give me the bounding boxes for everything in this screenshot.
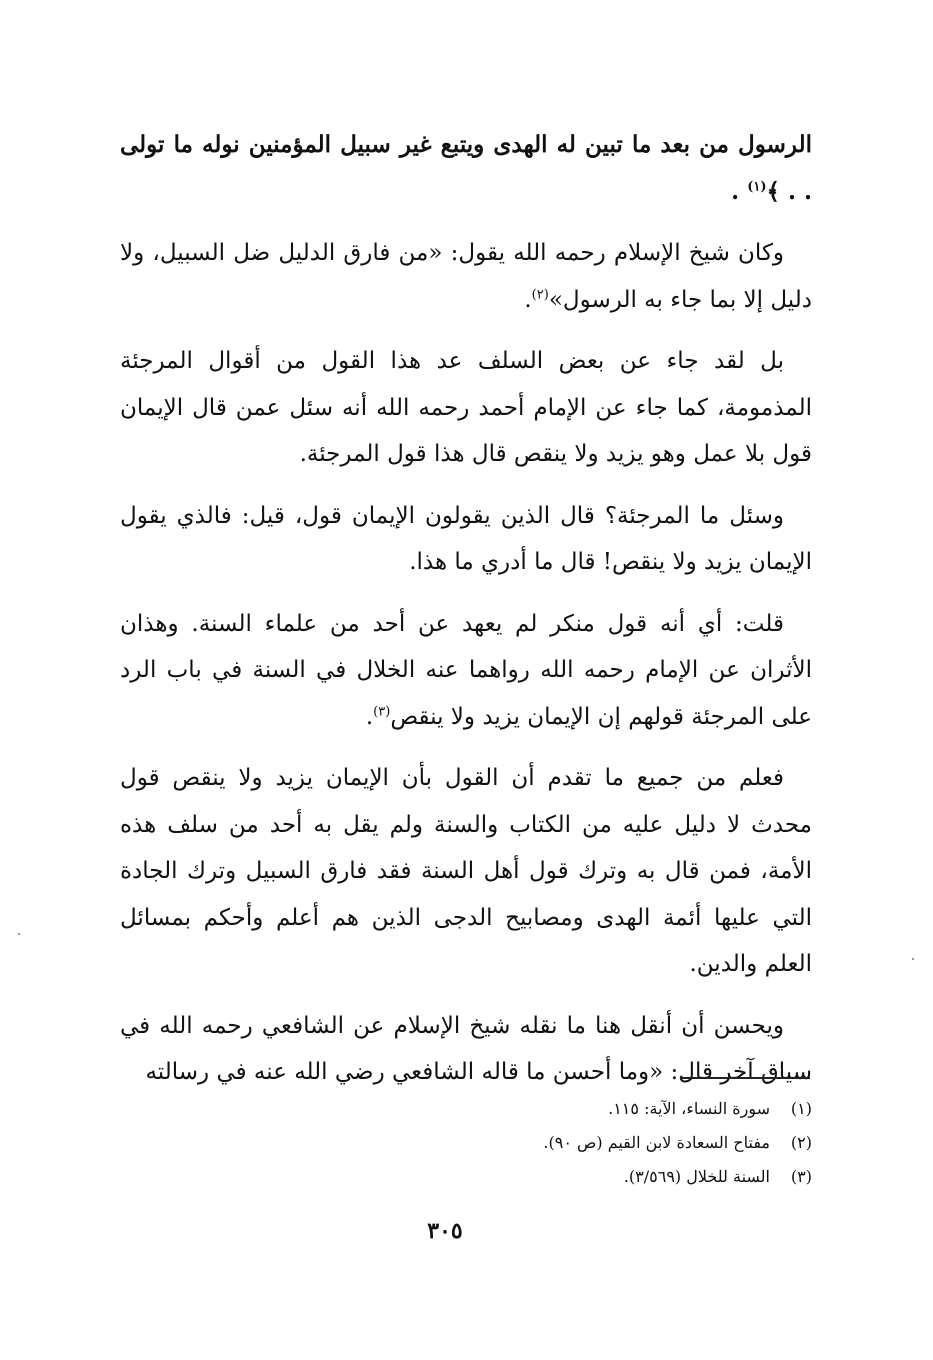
footnote-text: سورة النساء، الآية: ١١٥. [608, 1099, 770, 1118]
footnote-number: (٣) [790, 1167, 812, 1186]
footnote-3 [400, 1160, 812, 1194]
footnote-1 [400, 1092, 812, 1126]
footnote-2 [400, 1126, 812, 1160]
paragraph-1-text: الرسول من بعد ما تبين له الهدى ويتبع غير سبيل المؤمنين نوله ما تولى . . ﴾ [120, 131, 812, 205]
scan-speck [18, 933, 20, 935]
paragraph-5 [120, 601, 812, 741]
paragraph-4: وسئل ما المرجئة؟ قال الذين يقولون الإيمان قول، قيل: فالذي يقول الإيمان يزيد ولا ينقص! قال ما أدري ما هذا. [120, 502, 812, 575]
paragraph-2-text: وكان شيخ الإسلام رحمه الله يقول: «من فارق الدليل ضل السبيل، ولا دليل إلا بما جاء به الرسول» [120, 240, 812, 313]
paragraph-1-end: . [731, 177, 748, 205]
footnotes [400, 1092, 812, 1194]
footnote-number: (١) [790, 1099, 812, 1118]
footnote-divider [680, 1077, 810, 1079]
page-number: ٣٠٥ [427, 1218, 463, 1244]
footnote-number: (٢) [790, 1133, 812, 1152]
footnote-ref-1: (١) [747, 178, 767, 194]
paragraph-7: ويحسن أن أنقل هنا ما نقله شيخ الإسلام عن الشافعي رحمه الله في سياق آخر قال: «وما أحسن ما قاله الشافعي رضي الله عنه في رسالته [120, 1012, 812, 1085]
paragraph-1 [120, 122, 812, 215]
paragraph-5-end: . [365, 703, 374, 730]
footnote-ref-3: (٣) [373, 703, 391, 719]
paragraph-2 [120, 230, 812, 323]
main-text [120, 122, 812, 1111]
footnote-text: مفتاح السعادة لابن القيم (ص ٩٠). [543, 1133, 770, 1152]
footnote-text: السنة للخلال (٣/٥٦٩). [623, 1167, 770, 1186]
paragraph-3: بل لقد جاء عن بعض السلف عد هذا القول من أقوال المرجئة المذمومة، كما جاء عن الإمام أحمد رحمه الله أنه سئل عمن قال الإيمان قول بلا عمل وهو يزيد ولا ينقص قال هذا قول المرجئة. [120, 348, 812, 467]
paragraph-6: فعلم من جميع ما تقدم أن القول بأن الإيمان يزيد ولا ينقص قول محدث لا دليل عليه من الكتاب والسنة ولم يقل به أحد من سلف هذه الأمة، فمن قال به وترك قول أهل السنة فقد فارق السبيل وترك الجادة التي عليها أئمة الهدى ومصابيح الدجى الذين هم أعلم وأحكم بمسائل العلم والدين. [120, 765, 812, 977]
paragraph-2-end: . [524, 286, 532, 313]
paragraph-5-text: قلت: أي أنه قول منكر لم يعهد عن أحد من علماء السنة. وهذان الأثران عن الإمام رحمه الله رواهما عنه الخلال في السنة في باب الرد على المرجئة قولهم إن الإيمان يزيد ولا ينقص [120, 610, 812, 730]
footnote-ref-2: (٢) [531, 286, 549, 302]
scan-speck [912, 958, 914, 960]
